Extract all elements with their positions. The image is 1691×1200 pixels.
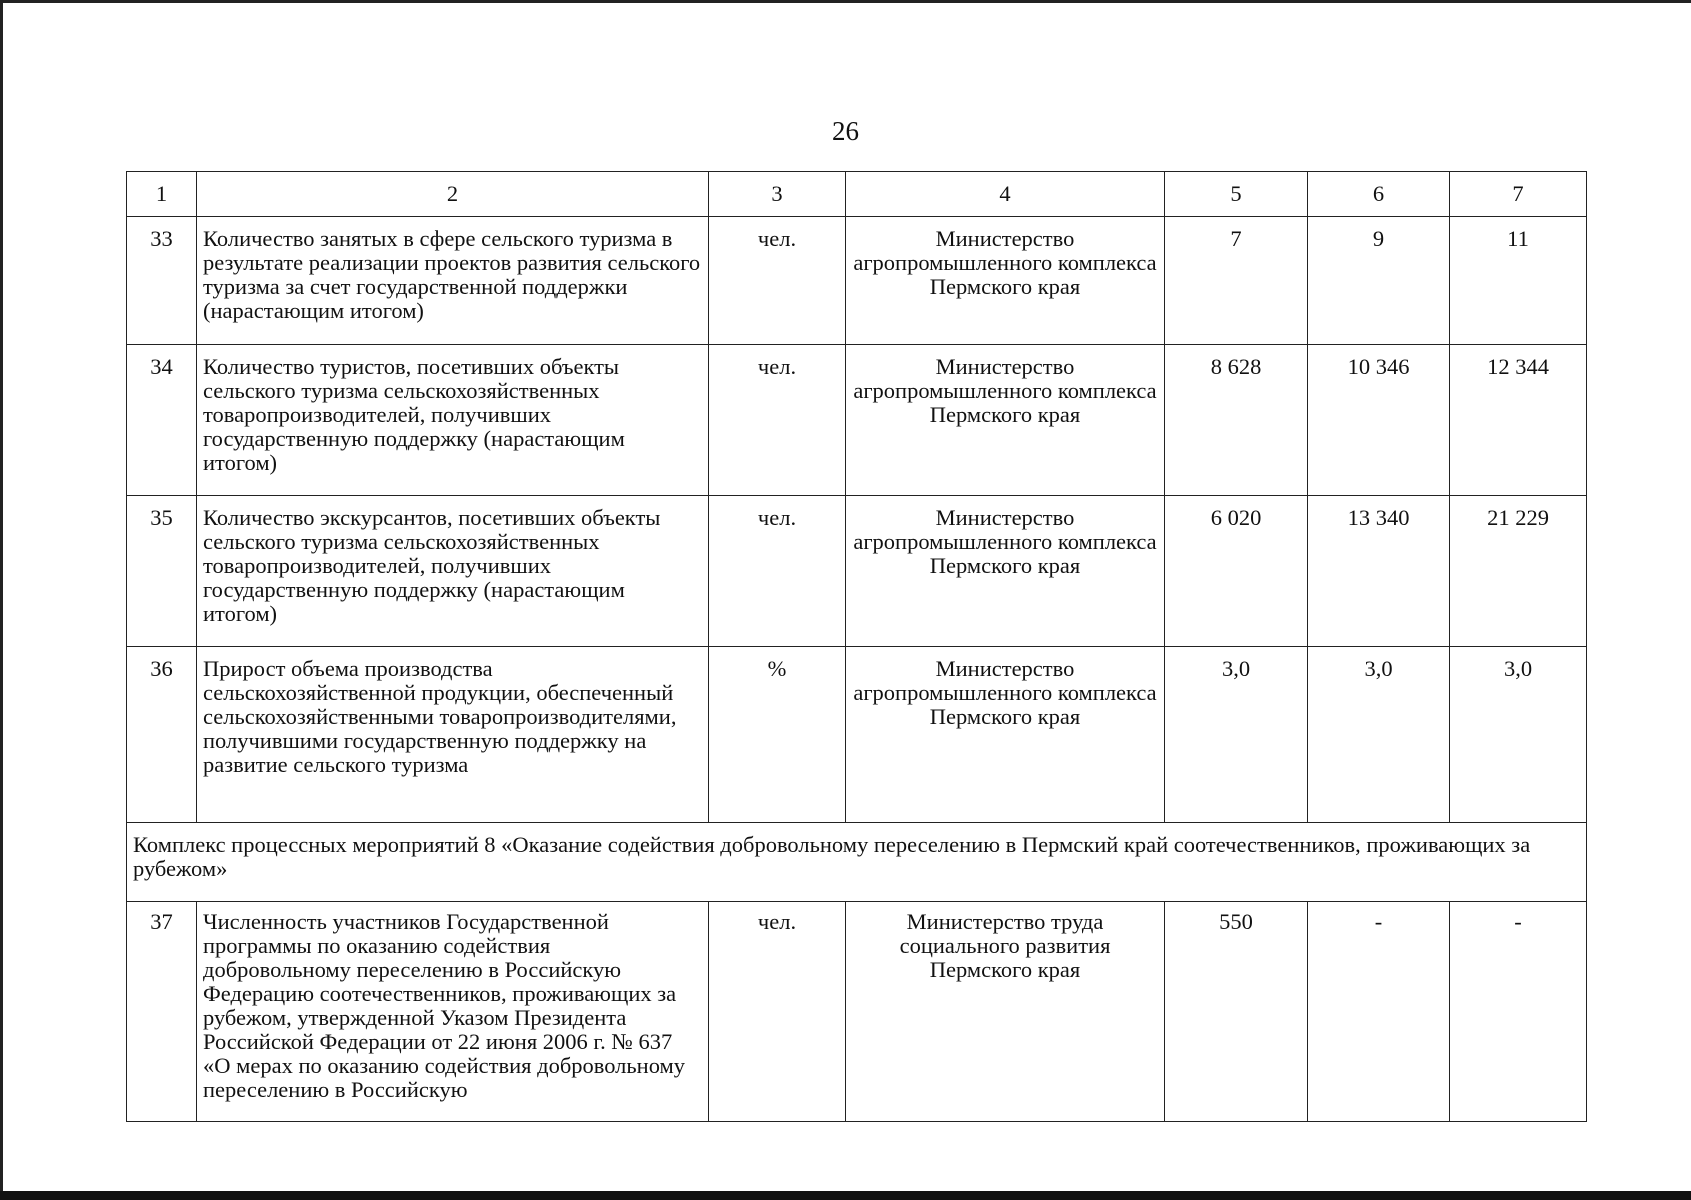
unit-cell: чел. <box>709 217 846 345</box>
unit-cell: чел. <box>709 902 846 1122</box>
table-row <box>127 647 1587 823</box>
scan-bottom-edge <box>0 1191 1691 1200</box>
column-header: 1 <box>127 172 197 217</box>
table-header-row <box>127 172 1587 217</box>
value-col6: 10 346 <box>1308 345 1450 496</box>
row-number: 35 <box>127 496 197 647</box>
column-header: 5 <box>1165 172 1308 217</box>
indicator-name: Количество туристов, посетивших объекты сельского туризма сельскохозяйственных товаропроизводителей, получивших государственную поддержку (нарастающим итогом) <box>197 345 709 496</box>
value-col7: 12 344 <box>1450 345 1587 496</box>
column-header: 7 <box>1450 172 1587 217</box>
table-row <box>127 345 1587 496</box>
column-header: 6 <box>1308 172 1450 217</box>
indicator-name: Численность участников Государственной программы по оказанию содействия добровольному переселению в Российскую Федерацию соотечественников, проживающих за рубежом, утвержденной Указом Президента Российской Федерации от 22 июня 2006 г. № 637 «О мерах по оказанию содействия добровольному переселению в Российскую <box>197 902 709 1122</box>
responsible-cell: Министерство агропромышленного комплекса Пермского края <box>846 496 1165 647</box>
section-title: Комплекс процессных мероприятий 8 «Оказание содействия добровольному переселению в Пермский край соотечественников, проживающих за рубежом» <box>127 823 1587 902</box>
row-number: 36 <box>127 647 197 823</box>
indicator-name: Количество экскурсантов, посетивших объекты сельского туризма сельскохозяйственных товаропроизводителей, получивших государственную поддержку (нарастающим итогом) <box>197 496 709 647</box>
responsible-cell: Министерство труда социального развития Пермского края <box>846 902 1165 1122</box>
unit-cell: чел. <box>709 496 846 647</box>
section-row <box>127 823 1587 902</box>
column-header: 3 <box>709 172 846 217</box>
responsible-cell: Министерство агропромышленного комплекса Пермского края <box>846 647 1165 823</box>
table-row <box>127 496 1587 647</box>
row-number: 37 <box>127 902 197 1122</box>
value-col5: 7 <box>1165 217 1308 345</box>
column-header: 4 <box>846 172 1165 217</box>
unit-cell: % <box>709 647 846 823</box>
row-number: 34 <box>127 345 197 496</box>
indicator-name: Количество занятых в сфере сельского туризма в результате реализации проектов развития сельского туризма за счет государственной поддержки (нарастающим итогом) <box>197 217 709 345</box>
indicator-name: Прирост объема производства сельскохозяйственной продукции, обеспеченный сельскохозяйственными товаропроизводителями, получившими государственную поддержку на развитие сельского туризма <box>197 647 709 823</box>
column-header: 2 <box>197 172 709 217</box>
indicators-table <box>126 171 1587 1122</box>
value-col5: 3,0 <box>1165 647 1308 823</box>
responsible-cell: Министерство агропромышленного комплекса Пермского края <box>846 217 1165 345</box>
table-row <box>127 217 1587 345</box>
value-col7: 3,0 <box>1450 647 1587 823</box>
responsible-cell: Министерство агропромышленного комплекса Пермского края <box>846 345 1165 496</box>
value-col6: - <box>1308 902 1450 1122</box>
value-col5: 550 <box>1165 902 1308 1122</box>
value-col6: 13 340 <box>1308 496 1450 647</box>
value-col6: 9 <box>1308 217 1450 345</box>
value-col5: 8 628 <box>1165 345 1308 496</box>
table-row <box>127 902 1587 1122</box>
value-col6: 3,0 <box>1308 647 1450 823</box>
unit-cell: чел. <box>709 345 846 496</box>
row-number: 33 <box>127 217 197 345</box>
value-col5: 6 020 <box>1165 496 1308 647</box>
page-number: 26 <box>832 116 859 146</box>
value-col7: - <box>1450 902 1587 1122</box>
value-col7: 11 <box>1450 217 1587 345</box>
value-col7: 21 229 <box>1450 496 1587 647</box>
